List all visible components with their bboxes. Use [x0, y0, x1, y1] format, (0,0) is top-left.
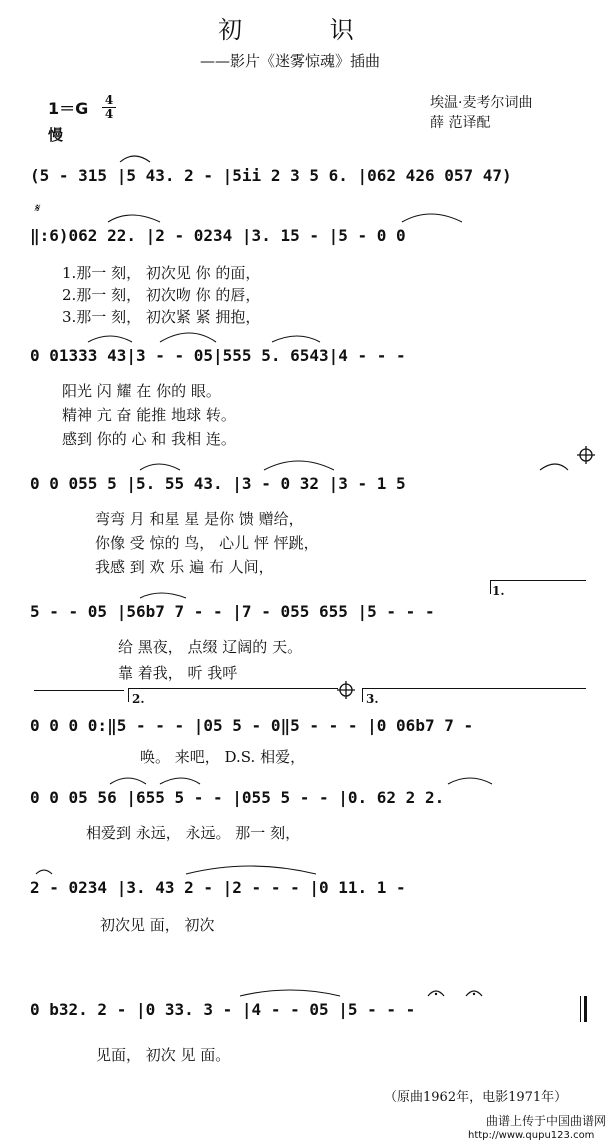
- lyric-line-5-verse-1: 给 黑夜， 点缀 辽阔的 天。: [118, 638, 303, 656]
- fermata-icon: [428, 991, 482, 996]
- lyric-line-3-verse-2: 精神 亢 奋 能推 地球 转。: [62, 406, 236, 424]
- translator-credit: 薛 范译配: [430, 115, 491, 131]
- lyric-line-8: 初次见 面， 初次: [100, 916, 215, 934]
- lyric-line-7: 相爱到 永远， 永远。 那一 刻，: [86, 824, 301, 842]
- music-line-9: 0 b32. 2 - |0 33. 3 - |4 - - 05 |5 - - -: [30, 1000, 416, 1019]
- music-line-8: 2 - 0234 |3. 43 2 - |2 - - - |0 11. 1 -: [30, 878, 406, 897]
- music-line-2: ‖:6)062 22. |2 - 0234 |3. 15 - |5 - 0 0: [30, 226, 406, 245]
- time-signature-top: 4: [104, 93, 114, 107]
- volta-3-label: 3.: [366, 692, 379, 706]
- coda-icon-upper: [577, 446, 595, 464]
- tempo-marking: 慢: [48, 126, 64, 144]
- lyric-line-4-verse-3: 我感 到 欢 乐 遍 布 人间，: [95, 558, 274, 576]
- lyric-line-2-verse-2: 2.那一 刻， 初次吻 你 的唇，: [62, 286, 261, 304]
- site-name: 曲谱上传于中国曲谱网: [486, 1114, 607, 1128]
- segno-icon: [34, 201, 41, 215]
- time-signature-bottom: 4: [104, 107, 114, 121]
- footer-note: （原曲1962年，电影1971年）: [384, 1090, 568, 1105]
- music-line-5: 5 - - 05 |56b7 7 - - |7 - 055 655 |5 - - -: [30, 602, 435, 621]
- lyric-line-6: 唤。 来吧， D.S. 相爱，: [140, 748, 306, 766]
- volta-1-label: 1.: [492, 584, 505, 598]
- slur-marks: [36, 156, 568, 996]
- lyric-line-2-verse-1: 1.那一 刻， 初次见 你 的面，: [62, 264, 261, 282]
- music-line-1: (5 - 315 |5 43. 2 - |5ii 2 3 5 6. |062 426 057 47): [30, 166, 512, 185]
- lyric-line-4-verse-1: 弯弯 月 和星 星 是你 馈 赠给，: [95, 510, 304, 528]
- music-line-6: 0 0 0 0:‖5 - - - |05 5 - 0‖5 - - - |0 06b7 7 -: [30, 716, 474, 735]
- lyric-line-5-verse-2: 靠 着我， 听 我呼: [118, 664, 238, 682]
- volta-2-label: 2.: [132, 692, 145, 706]
- key-signature: 1＝G: [48, 99, 89, 118]
- site-url: http://www.qupu123.com: [468, 1130, 595, 1141]
- lyric-line-3-verse-1: 阳光 闪 耀 在 你的 眼。: [62, 382, 221, 400]
- coda-icon-lower: [337, 681, 355, 699]
- song-title: 初 识: [218, 16, 394, 44]
- lyric-line-9: 见面， 初次 见 面。: [96, 1046, 231, 1064]
- svg-text:𝄋: 𝄋: [34, 201, 40, 215]
- lyric-line-3-verse-3: 感到 你的 心 和 我相 连。: [62, 430, 236, 448]
- lyric-line-2-verse-3: 3.那一 刻， 初次紧 紧 拥抱，: [62, 308, 261, 326]
- lyricist-credit: 埃温·麦考尔词曲: [430, 95, 533, 111]
- lyric-line-4-verse-2: 你像 受 惊的 鸟， 心儿 怦 怦跳，: [95, 534, 319, 552]
- final-barline-thick: [584, 996, 587, 1022]
- song-subtitle: ——影片《迷雾惊魂》插曲: [200, 52, 381, 70]
- music-line-4: 0 0 055 5 |5. 55 43. |3 - 0 32 |3 - 1 5: [30, 474, 406, 493]
- music-line-7: 0 0 05 56 |655 5 - - |055 5 - - |0. 62 2 2.: [30, 788, 445, 807]
- music-line-3: 0 01333 43|3 - - 05|555 5. 6543|4 - - -: [30, 346, 406, 365]
- final-barline-thin: [580, 996, 581, 1022]
